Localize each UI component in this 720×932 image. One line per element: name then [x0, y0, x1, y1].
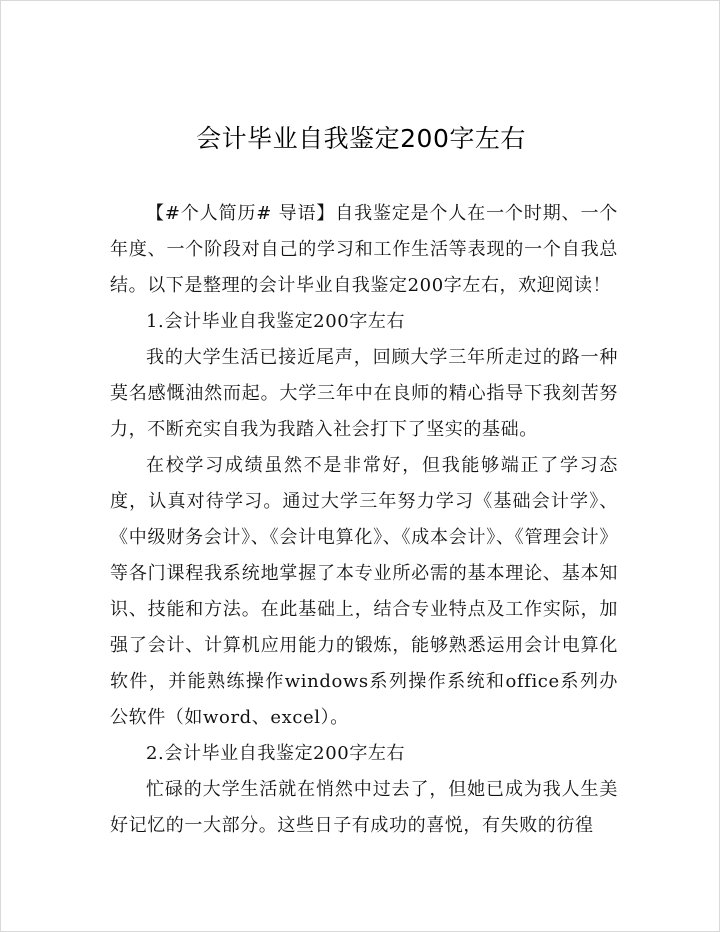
intro-paragraph: 【#个人简历# 导语】自我鉴定是个人在一个时期、一个年度、一个阶段对自己的学习和工作生活等表现的一个自我总结。以下是整理的会计毕业自我鉴定200字左右，欢迎阅读！ — [110, 203, 618, 296]
section-heading-1: 1.会计毕业自我鉴定200字左右 — [146, 311, 406, 332]
body-paragraph: 忙碌的大学生活就在悄然中过去了，但她已成为我人生美好记忆的一大部分。这些日子有成功的喜悦，有失败的彷徨 — [110, 779, 618, 836]
section-heading-2: 2.会计毕业自我鉴定200字左右 — [146, 743, 406, 764]
body-paragraph: 我的大学生活已接近尾声，回顾大学三年所走过的路一种莫名感慨油然而起。大学三年中在良师的精心指导下我刻苦努力，不断充实自我为我踏入社会打下了坚实的基础。 — [110, 347, 618, 440]
document-body — [110, 196, 618, 844]
body-paragraph: 在校学习成绩虽然不是非常好，但我能够端正了学习态度，认真对待学习。通过大学三年努力学习《基础会计学》、《中级财务会计》、《会计电算化》、《成本会计》、《管理会计》等各门课程我系统地掌握了本专业所必需的基本理论、基本知识、技能和方法。在此基础上，结合专业特点及工作实际，加强了会计、计算机应用能力的锻炼，能够熟悉运用会计电算化软件，并能熟练操作windows系列操作系统和office系列办公软件（如word、excel）。 — [110, 455, 618, 728]
document-title: 会计毕业自我鉴定200字左右 — [196, 124, 526, 153]
